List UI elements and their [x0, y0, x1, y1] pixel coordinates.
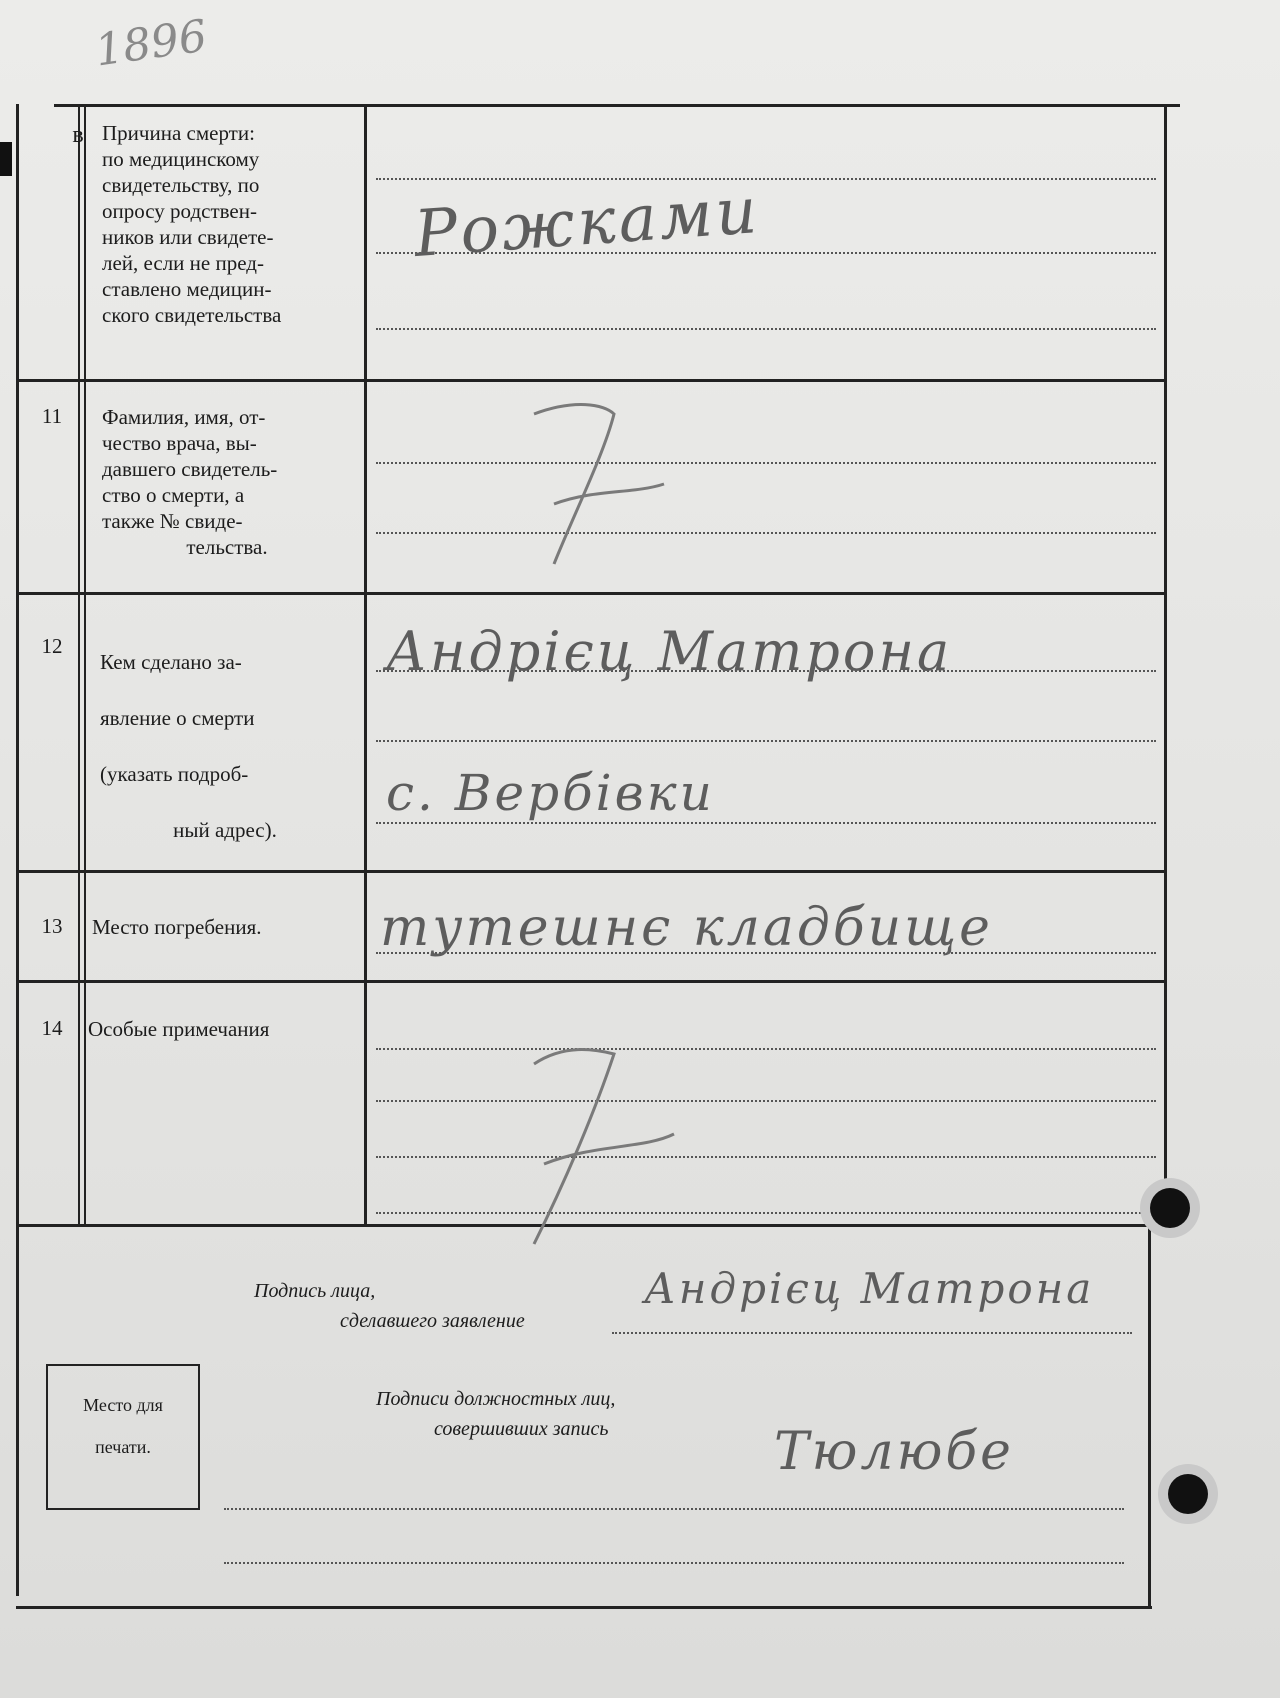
archive-note: 1896 [91, 10, 210, 77]
row-number: 12 [41, 634, 63, 658]
stamp-label: печати. [95, 1437, 151, 1457]
writing-line [376, 328, 1156, 330]
row-divider-4 [16, 980, 1166, 983]
writing-line [376, 462, 1156, 464]
row-number: 14 [41, 1016, 63, 1040]
row-divider-2 [16, 592, 1166, 595]
frame-top [54, 104, 1180, 107]
declarant-address-value: с. Вербівки [386, 764, 715, 822]
signature-line [224, 1508, 1124, 1510]
declarant-signature: Андрієц Матрона [644, 1264, 1095, 1313]
writing-line [376, 740, 1156, 742]
label-column-line [364, 104, 367, 1224]
declarant-label: Кем сделано за- явление о смерти (указать подроб- ный адрес). [100, 650, 277, 842]
row-number: в [72, 122, 84, 148]
row-divider-1 [16, 379, 1166, 382]
writing-line [376, 1156, 1156, 1158]
declarant-signature-caption: Подпись лица, [254, 1280, 376, 1302]
number-column-line-b [84, 104, 86, 1224]
writing-line [376, 532, 1156, 534]
cause-of-death-label: Причина смерти: по медицинскому свидетельству, по опросу родствен- ников или свидете- лей, если не пред- ставлено медицин- ского свидетельства [102, 121, 282, 327]
binding-hole [1168, 1474, 1208, 1514]
declarant-name-value: Андрієц Матрона [386, 620, 953, 683]
declarant-signature-caption: сделавшего заявление [340, 1310, 525, 1332]
frame-right-lower [1148, 1228, 1151, 1608]
frame-left [16, 104, 19, 1596]
row-number: 13 [41, 914, 63, 938]
officials-signature-caption: совершивших запись [434, 1418, 609, 1440]
blank-dash-mark [494, 1004, 714, 1264]
official-signature: Тюлюбе [774, 1422, 1014, 1482]
remarks-label: Особые примечания [88, 1017, 270, 1041]
writing-line [376, 1212, 1156, 1214]
frame-bottom [16, 1606, 1152, 1609]
frame-right [1164, 104, 1167, 1228]
signature-line [224, 1562, 1124, 1564]
row-divider-3 [16, 870, 1166, 873]
binding-mark [0, 142, 12, 176]
writing-line [376, 1100, 1156, 1102]
row-number: 11 [41, 404, 63, 428]
stamp-label: Место для [83, 1395, 163, 1415]
stamp-place-box [46, 1364, 200, 1510]
burial-place-value: тутешнє кладбище [380, 898, 993, 958]
doctor-label: Фамилия, имя, от- чество врача, вы- давшего свидетель- ство о смерти, а также № свиде- тельства. [102, 405, 278, 559]
writing-line [376, 1048, 1156, 1050]
cause-of-death-value: Рожками [411, 174, 763, 272]
writing-line [376, 822, 1156, 824]
officials-signature-caption: Подписи должностных лиц, [376, 1388, 616, 1410]
binding-hole [1150, 1188, 1190, 1228]
signature-line [612, 1332, 1132, 1334]
burial-place-label: Место погребения. [92, 915, 262, 939]
number-column-line-a [78, 104, 80, 1224]
blank-dash-mark [514, 394, 694, 584]
writing-line [376, 178, 1156, 180]
